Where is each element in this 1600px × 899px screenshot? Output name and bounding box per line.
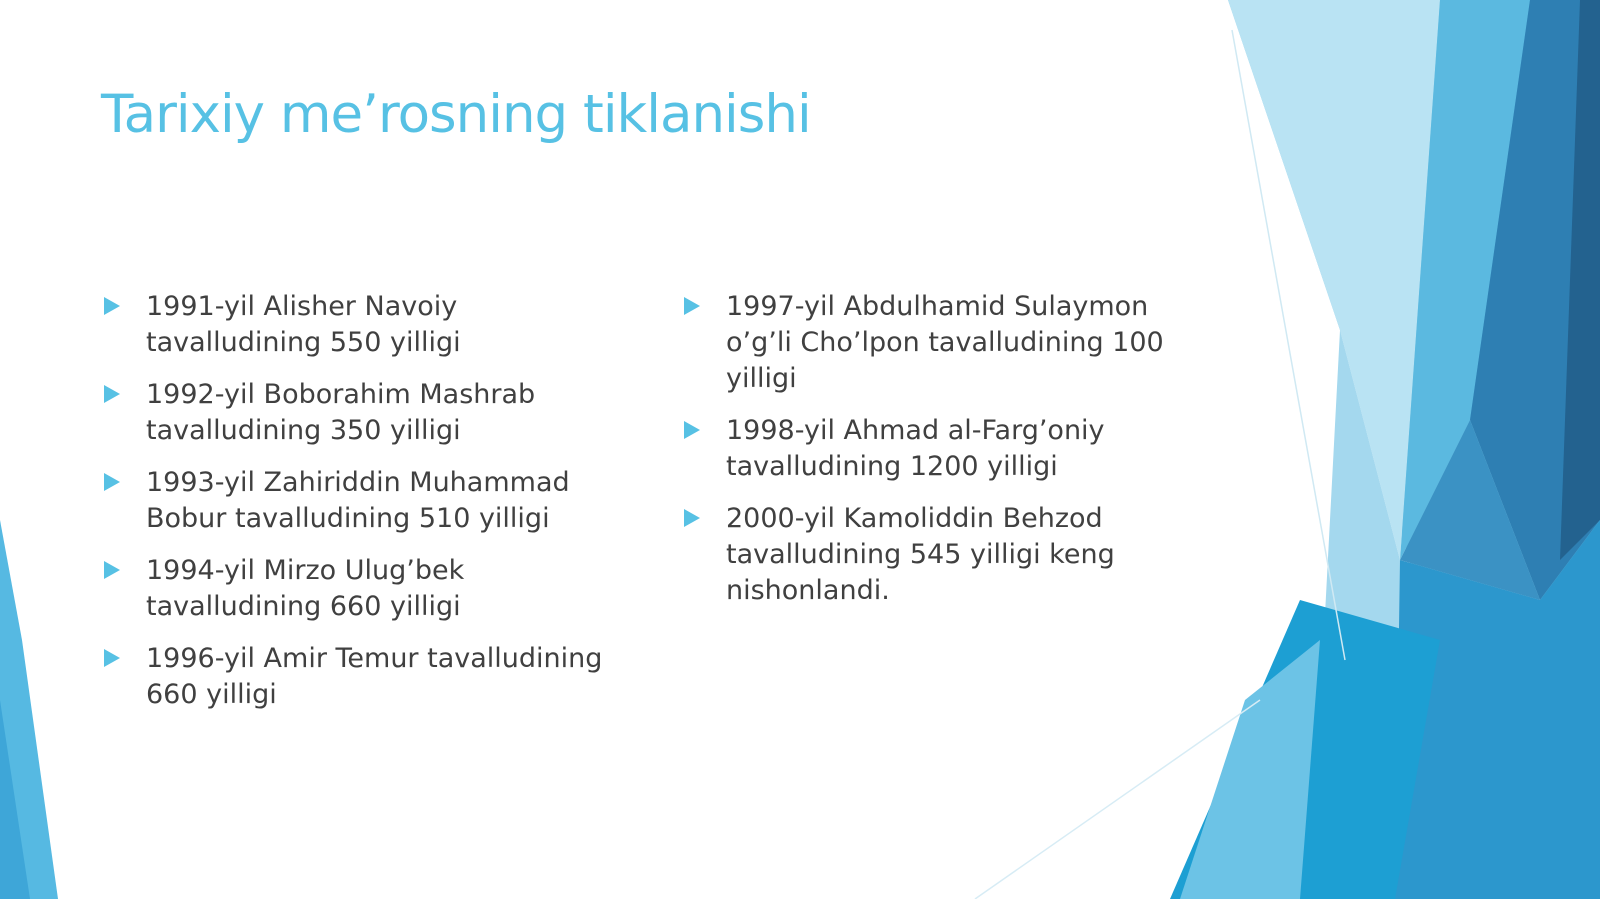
right-bullet-list [681,289,1201,625]
bullet-text: 1994-yil Mirzo Ulug’bek tavalludining 660 yilligi [146,555,465,622]
bullet-triangle-icon [104,473,120,491]
bullet-triangle-icon [104,385,120,403]
bullet-triangle-icon [684,421,700,439]
bullet-triangle-icon [104,561,120,579]
bullet-item-1994-ulugbek [101,553,641,625]
slide-title: Tarixiy me’rosning tiklanishi [101,84,811,145]
bullet-item-1997-cholpon [681,289,1201,397]
bullet-item-1993-bobur [101,465,641,537]
bullet-item-1998-farghoniy [681,413,1201,485]
bullet-item-2000-behzod [681,501,1201,609]
left-bullet-list [101,289,641,729]
bullet-triangle-icon [684,297,700,315]
bullet-triangle-icon [104,649,120,667]
bullet-item-1996-temur [101,641,641,713]
bullet-text: 1993-yil Zahiriddin Muhammad Bobur tavalludining 510 yilligi [146,467,570,534]
bullet-text: 1991-yil Alisher Navoiy tavalludining 550 yilligi [146,291,461,358]
bullet-text: 1997-yil Abdulhamid Sulaymon o’g’li Cho’lpon tavalludining 100 yilligi [726,291,1164,394]
bullet-item-1991-navoiy [101,289,641,361]
bullet-text: 1998-yil Ahmad al-Farg’oniy tavalludining 1200 yilligi [726,415,1105,482]
bullet-text: 1992-yil Boborahim Mashrab tavalludining 350 yilligi [146,379,536,446]
bullet-triangle-icon [104,297,120,315]
bullet-item-1992-mashrab [101,377,641,449]
bullet-triangle-icon [684,509,700,527]
bullet-text: 2000-yil Kamoliddin Behzod tavalludining 545 yilligi keng nishonlandi. [726,503,1115,606]
bullet-text: 1996-yil Amir Temur tavalludining 660 yilligi [146,643,603,710]
